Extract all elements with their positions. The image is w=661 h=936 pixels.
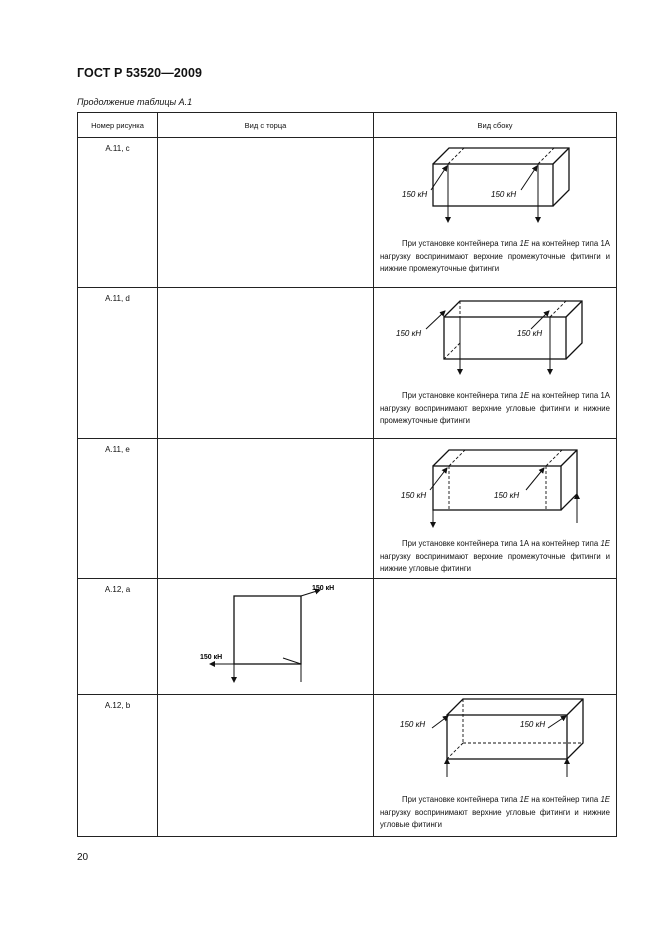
load-arrow (548, 716, 566, 728)
end-view-cell (158, 138, 374, 288)
document-title: ГОСТ Р 53520—2009 (77, 66, 203, 80)
end-view-cell (158, 288, 374, 439)
table-header-row (78, 113, 617, 138)
load-label: 150 кН (491, 190, 517, 199)
end-view-cell (158, 579, 374, 695)
side-view-description: При установке контейнера типа 1Е на контейнер типа 1А нагрузку воспринимают верхние промежуточные фитинги и нижние промежуточные фитинги (380, 239, 610, 274)
side-view-cell (374, 579, 617, 695)
page-number: 20 (77, 852, 89, 863)
side-view-cell (374, 288, 617, 439)
load-table (77, 112, 617, 837)
load-arrow (531, 311, 549, 329)
side-view-diagram (374, 439, 617, 537)
figure-number: А.11, d (78, 288, 158, 439)
load-label: 150 кН (200, 654, 223, 661)
container-end-frame (234, 596, 301, 664)
figure-number: А.11, с (78, 138, 158, 288)
end-view-cell (158, 439, 374, 579)
table-row (78, 138, 617, 288)
load-label: 150 кН (494, 491, 520, 500)
load-label: 150 кН (517, 329, 543, 338)
table-row (78, 439, 617, 579)
table-row (78, 579, 617, 695)
table-caption: Продолжение таблицы А.1 (77, 97, 193, 107)
side-view-description: При установке контейнера типа 1А на контейнер типа 1Е нагрузку воспринимают верхние промежуточные фитинги и нижние угловые фитинги (380, 539, 610, 574)
figure-number: А.12, b (78, 695, 158, 837)
load-arrow (426, 311, 445, 329)
table-row (78, 288, 617, 439)
side-view-diagram (374, 138, 617, 234)
container-box (444, 301, 582, 359)
side-view-description: При установке контейнера типа 1Е на контейнер типа 1Е нагрузку воспринимают верхние угловые фитинги и нижние угловые фитинги (380, 795, 610, 830)
end-view-cell (158, 695, 374, 837)
table-row (78, 695, 617, 837)
container-box (447, 699, 583, 759)
load-label: 150 кН (400, 720, 426, 729)
side-view-cell (374, 138, 617, 288)
load-arrow (526, 468, 544, 490)
header-side-view: Вид сбоку (374, 113, 617, 138)
header-end-view: Вид с торца (158, 113, 374, 138)
load-arrow (432, 716, 448, 728)
side-view-description: При установке контейнера типа 1Е на контейнер типа 1А нагрузку воспринимают верхние угловые фитинги и нижние промежуточные фитинги (380, 391, 610, 426)
load-label: 150 кН (520, 720, 546, 729)
side-view-diagram (374, 695, 617, 789)
header-figure-number: Номер рисунка (78, 113, 158, 138)
load-label: 150 кН (402, 190, 428, 199)
container-box (433, 450, 577, 510)
end-view-diagram (158, 579, 374, 693)
figure-number: А.12, а (78, 579, 158, 695)
load-label: 150 кН (396, 329, 422, 338)
load-label: 150 кН (401, 491, 427, 500)
load-arrow (283, 658, 301, 664)
figure-number: А.11, е (78, 439, 158, 579)
load-arrow (521, 166, 537, 190)
side-view-diagram (374, 288, 617, 386)
side-view-cell (374, 439, 617, 579)
load-label: 150 кН (312, 585, 335, 592)
side-view-cell (374, 695, 617, 837)
